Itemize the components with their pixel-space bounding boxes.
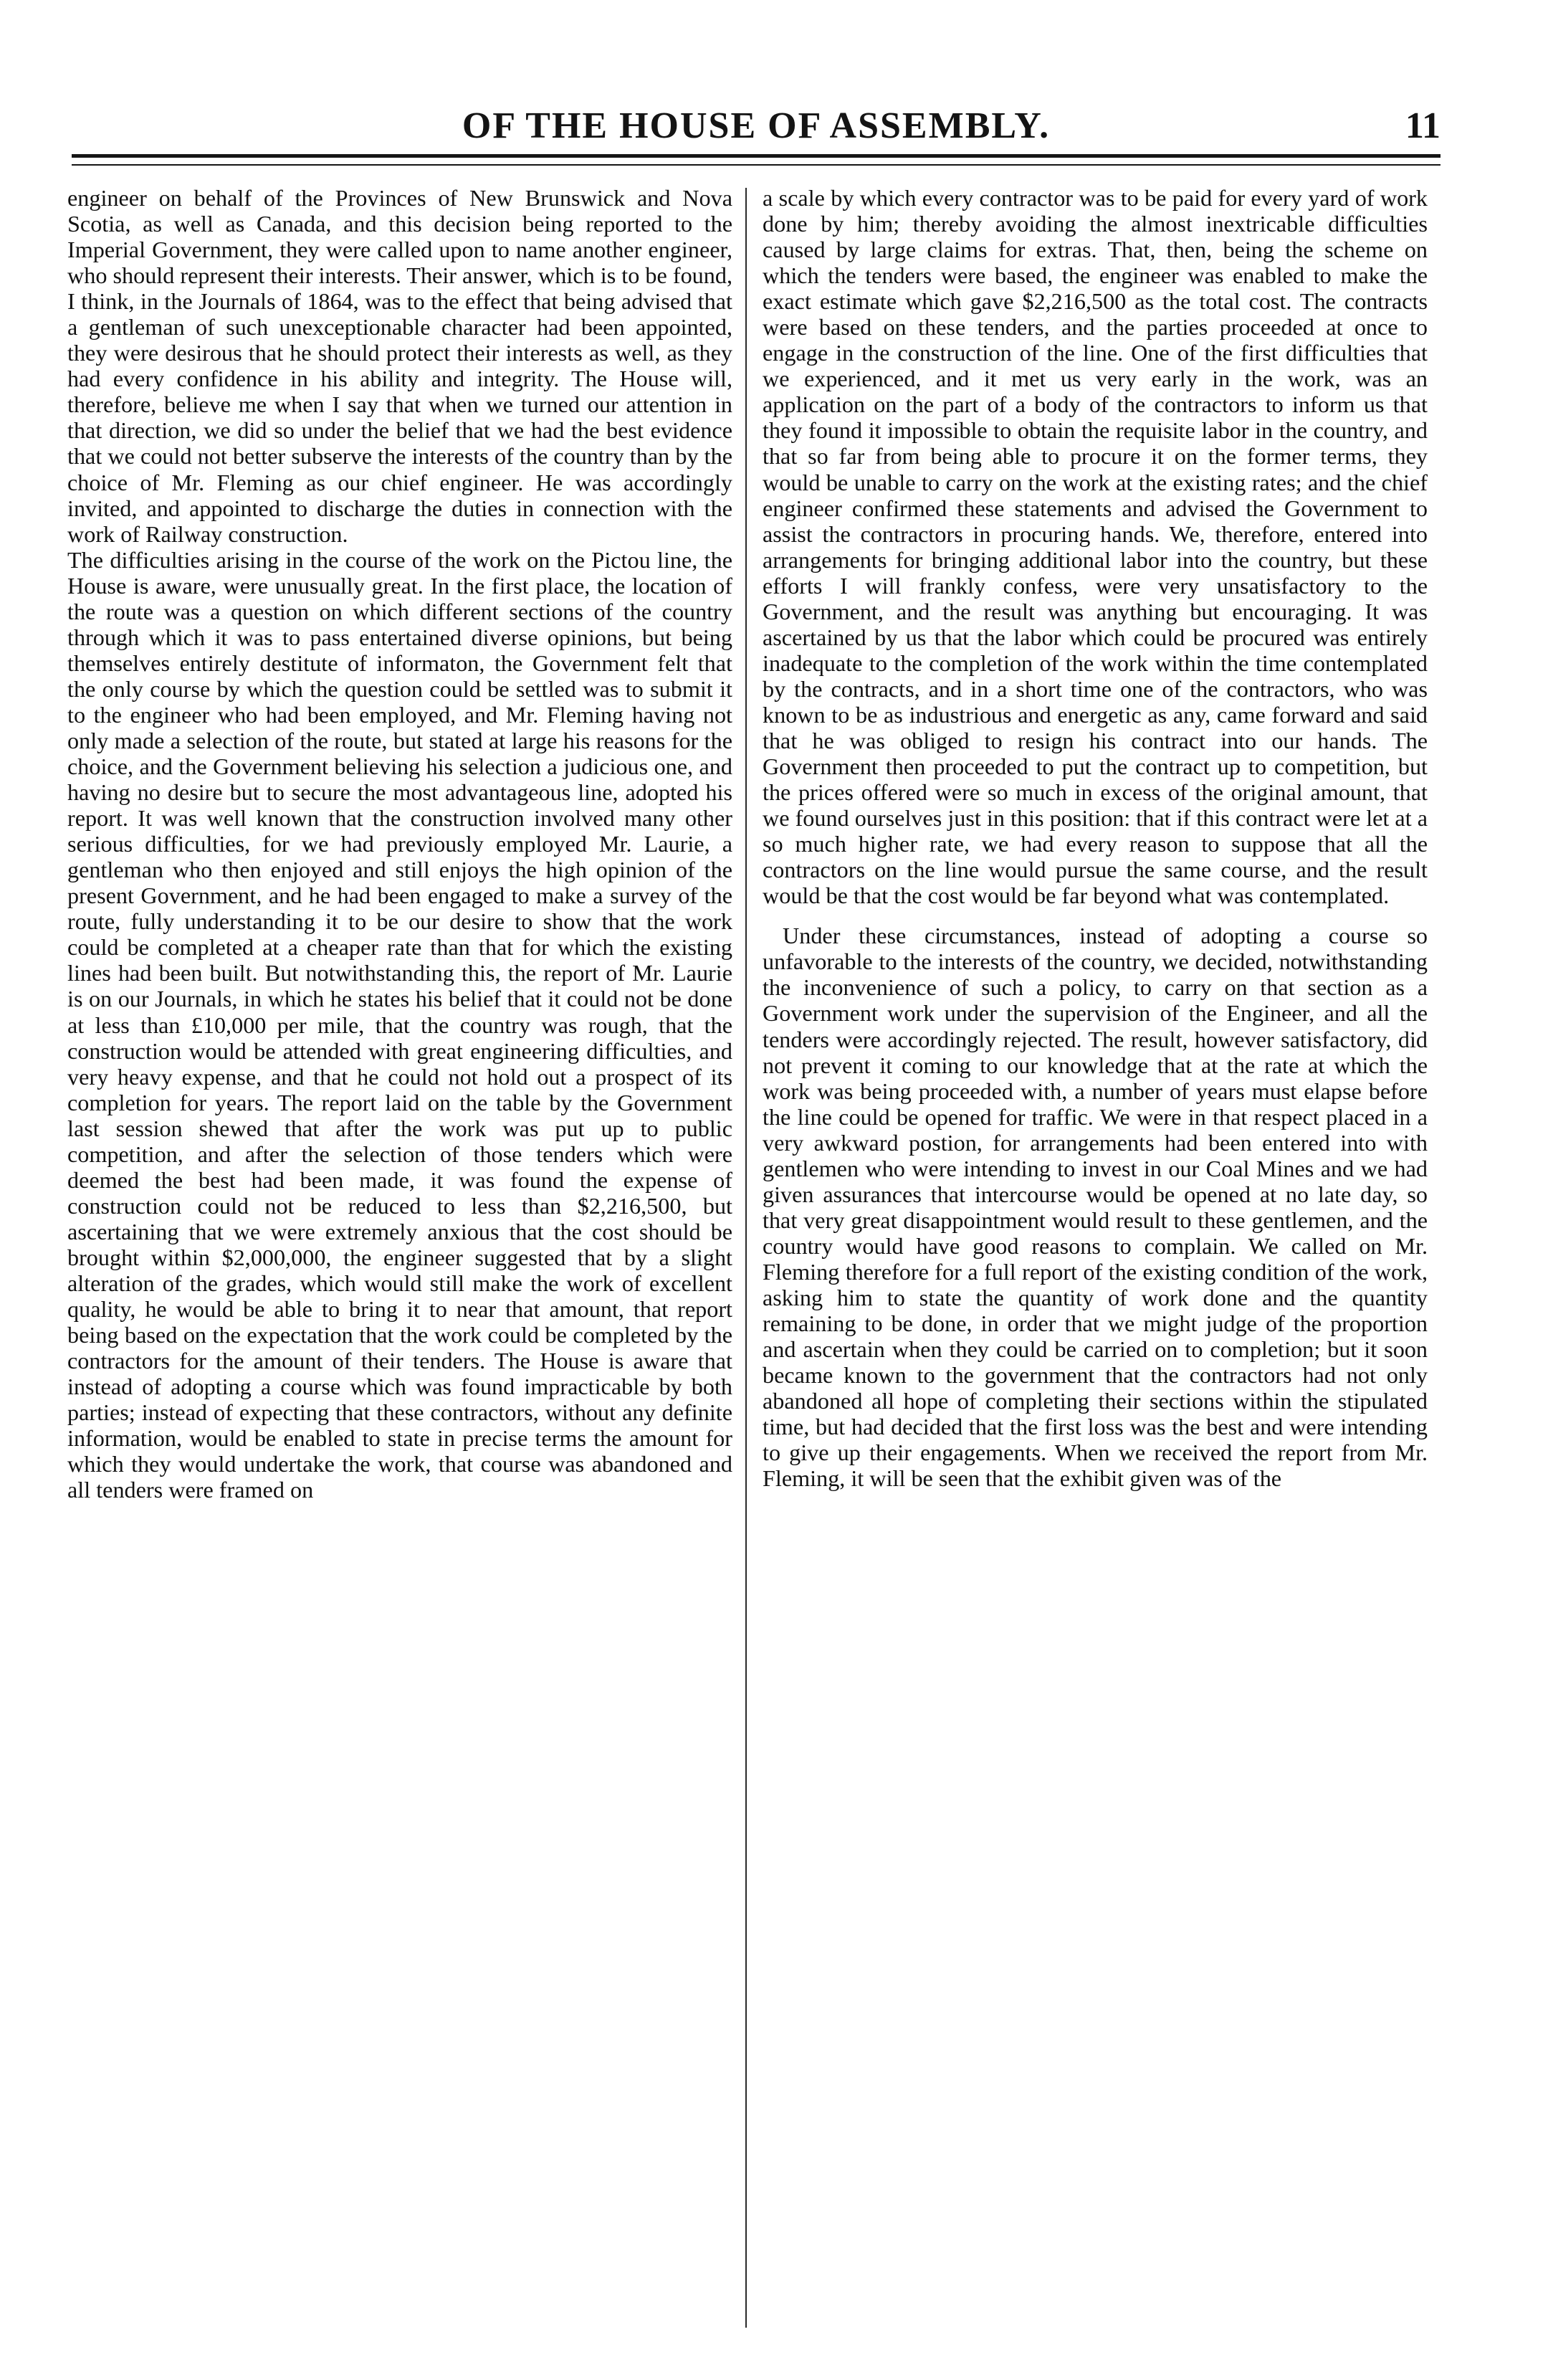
right-paragraph-2: Under these circumstances, instead of adopting a course so unfavorable to the interests of the country, we decided, notwithstanding the inconvenience of such a policy, to carry on that section as a Government work under the supervision of the Engineer, and all the tenders were accordingly rejected. The result, however satisfactory, did not prevent it coming to our knowledge that at the rate at which the work was being proceeded with, a number of years must elapse before the line could be opened for traffic. We were in that respect placed in a very awkward postion, for arrangements had been entered into with gentlemen who were intending to invest in our Coal Mines and we had given assurances that intercourse would be opened at no late day, so that very great disappointment would result to these gentlemen, and the country would have good reasons to complain. We called on Mr. Fleming therefore for a full report of the existing condition of the work, asking him to state the quantity of work done and the quantity remaining to be done, in order that we might judge of the proportion and ascertain when they could be carried on to completion; but it soon became known to the government that the contractors had not only abandoned all hope of completing their sections within the stipulated time, but had decided that the first loss was the best and were intending to give up their engagements. When we received the report from Mr. Fleming, it will be seen that the exhibit given was of the xyxy=(763,923,1428,1492)
left-column xyxy=(67,185,732,2336)
left-paragraph-2: The difficulties arising in the course of the work on the Pictou line, the House is aware, were unusually great. In the first place, the location of the route was a question on which different sections of the country through which it was to pass entertained diverse opinions, but being themselves entirely destitute of informaton, the Government felt that the only course by which the question could be settled was to submit it to the engineer who had been employed, and Mr. Fleming having not only made a selection of the route, but stated at large his reasons for the choice, and the Government believing his selection a judicious one, and having no desire but to secure the most advantageous line, adopted his report. It was well known that the construction involved many other serious difficulties, for we had previously employed Mr. Laurie, a gentleman who then enjoyed and still enjoys the high opinion of the present Government, and he had been engaged to make a survey of the route, fully understanding it to be our desire to show that the work could be completed at a cheaper rate than that for which the existing lines had been built. But notwithstanding this, the report of Mr. Laurie is on our Journals, in which he states his belief that it could not be done at less than £10,000 per mile, that the country was rough, that the construction would be attended with great engineering difficulties, and very heavy expense, and that he could not hold out a prospect of its completion for years. The report laid on the table by the Government last session shewed that after the work was put up to public competition, and after the selection of those tenders which were deemed the best had been made, it was found the expense of construction could not be reduced to less than $2,216,500, but ascertaining that we were extremely anxious that the cost should be brought within $2,000,000, the engineer suggested that by a slight alteration of the grades, which would still make the work of excellent quality, he would be able to bring it to near that amount, that report being based on the expectation that the work could be completed by the contractors for the amount of their tenders. The House is aware that instead of adopting a course which was found impracticable by both parties; instead of expecting that these contractors, without any definite information, would be enabled to state in precise terms the amount for which they would undertake the work, that course was abandoned and all tenders were framed on xyxy=(67,546,732,1503)
left-paragraph-1: engineer on behalf of the Provinces of New Brunswick and Nova Scotia, as well as Canada, and this decision being reported to the Imperial Government, they were called upon to name another engineer, who should represent their interests. Their answer, which is to be found, I think, in the Journals of 1864, was to the effect that being advised that a gentleman of such unexceptionable character had been appointed, they were desirous that he should protect their interests as well, as they had every confidence in his ability and integrity. The House will, therefore, believe me when I say that when we turned our attention in that direction, we did so under the belief that we had the best evidence that we could not better subserve the interests of the country than by the choice of Mr. Fleming as our chief engineer. He was accordingly invited, and appointed to discharge the duties in connection with the work of Railway construction. xyxy=(67,185,732,547)
page-number: 11 xyxy=(1405,105,1440,146)
page-header xyxy=(72,95,1440,159)
header-rule-thick xyxy=(72,154,1440,158)
running-title: OF THE HOUSE OF ASSEMBLY. xyxy=(462,105,1051,146)
header-rule-thin xyxy=(72,164,1440,166)
right-paragraph-1: a scale by which every contractor was to be paid for every yard of work done by him; thereby avoiding the almost inextricable difficulties caused by large claims for extras. That, then, being the scheme on which the tenders were based, the engineer was enabled to make the exact estimate which gave $2,216,500 as the total cost. The contracts were based on these tenders, and the parties proceeded at once to engage in the construction of the line. One of the first difficulties that we experienced, and it met us very early in the work, was an application on the part of a body of the contractors to inform us that they found it impossible to obtain the requisite labor in the country, and that so far from being able to procure it on the former terms, they would be unable to carry on the work at the existing rates; and the chief engineer confirmed these statements and advised the Government to assist the contractors in procuring hands. We, therefore, entered into arrangements for bringing additional labor into the country, but these efforts I will frankly confess, were very unsatisfactory to the Government, and the result was anything but encouraging. It was ascertained by us that the labor which could be procured was entirely inadequate to the completion of the work within the time contemplated by the contracts, and in a short time one of the contractors, who was known to be as industrious and energetic as any, came forward and said that he was obliged to resign his contract into our hands. The Government then proceeded to put the contract up to competition, but the prices offered were so much in excess of the original amount, that we found ourselves just in this position: that if this contract were let at a so much higher rate, we had every reason to suppose that all the contractors on the line would pursue the same course, and the result would be that the cost would be far beyond what was contemplated. xyxy=(763,185,1428,909)
right-column xyxy=(763,185,1428,2336)
column-divider xyxy=(745,188,747,2328)
